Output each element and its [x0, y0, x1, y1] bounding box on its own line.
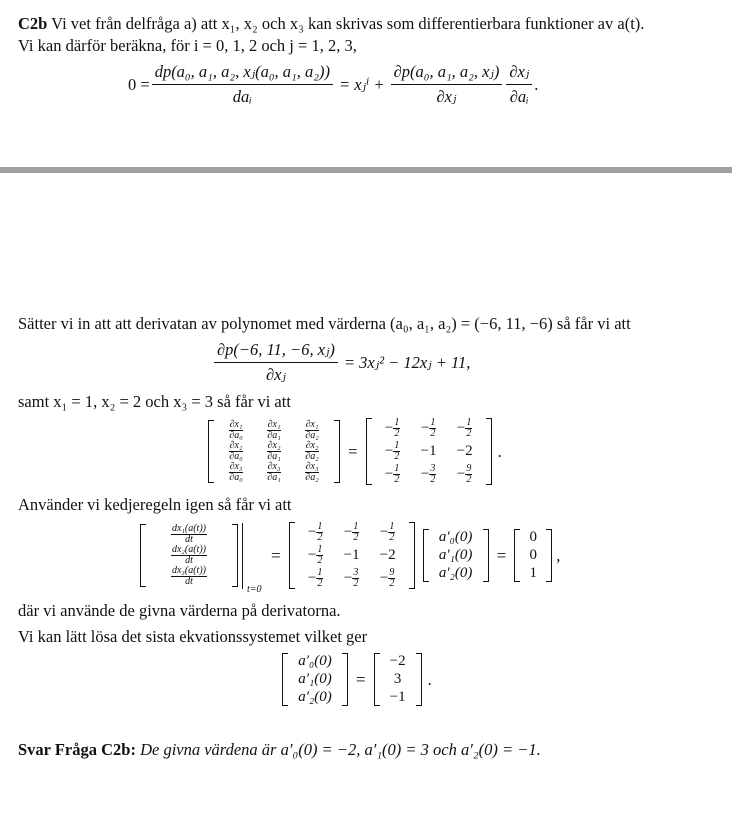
- jacobian-entry-den: ∂a₂: [305, 430, 319, 441]
- solution-entry: 3: [393, 671, 402, 687]
- rhs-entry: 0: [529, 547, 537, 563]
- eq1-frac3-den: ∂aᵢ: [509, 87, 529, 106]
- matrix-value-frac: [465, 418, 472, 439]
- matrix-value: − $\frac{1}{2}$: [307, 567, 323, 589]
- matrix-value-frac-den: 2: [430, 428, 436, 439]
- text-line-1: Sätter vi in att att derivatan av polynomet med värderna (a₀, a₁, a₂) = (−6, 11, −6) så får vi att: [18, 314, 631, 333]
- jacobian-entry: [304, 462, 319, 483]
- jacobian-entry-num: ∂x₁: [305, 419, 319, 430]
- matrix-value-frac-num: 1: [466, 417, 472, 428]
- aprime-entry: a′₁(0): [298, 671, 332, 687]
- matrix-value-frac-num: 1: [430, 417, 436, 428]
- matrix-value-frac: [316, 522, 323, 543]
- matrix-value: − $\frac{1}{2}$: [456, 417, 472, 439]
- eq2-num: ∂p(−6, 11, −6, xⱼ): [214, 340, 338, 363]
- answer-text: De givna värdena är a′₀(0) = −2, a′₁(0) = 3 och a′₂(0) = −1.: [140, 740, 541, 759]
- equation-jacobian: [208, 418, 502, 485]
- rhs-vector: [514, 529, 552, 582]
- matrix-value-frac-num: 1: [394, 417, 400, 428]
- matrix-value: −1: [420, 443, 437, 459]
- equation-1: [128, 62, 538, 107]
- jacobian-entry-num: ∂x₃: [229, 461, 243, 472]
- jacobian-entry-num: ∂x₂: [267, 440, 281, 451]
- jacobian-entry-den: ∂a₁: [267, 430, 281, 441]
- eq1-fraction-3: [506, 62, 532, 107]
- matrix-value-frac: [429, 464, 436, 485]
- matrix-value-frac: [316, 568, 323, 589]
- jacobian-entry-num: ∂x₃: [267, 461, 281, 472]
- equation-solution: [282, 653, 432, 706]
- deriv-grid: [149, 524, 229, 587]
- value-matrix-2: [289, 522, 415, 589]
- matrix-value-frac-den: 2: [466, 428, 472, 439]
- eq1-fraction-2: [391, 62, 503, 107]
- matrix-value-frac: [316, 545, 323, 566]
- matrix-value: − $\frac{1}{2}$: [379, 521, 395, 543]
- deriv-entry-num: dx₃(a(t)): [171, 565, 206, 576]
- matrix-value-frac: [465, 464, 472, 485]
- matrix-value: − $\frac{1}{2}$: [384, 463, 400, 485]
- matrix-value-frac-num: 1: [394, 463, 400, 474]
- eq2-den: ∂xⱼ: [266, 365, 286, 384]
- aprime-entry: a′₂(0): [298, 689, 332, 705]
- deriv-entry-den: dt: [185, 555, 193, 566]
- solution-entry: −2: [389, 653, 406, 669]
- deriv-entry: [171, 566, 207, 587]
- eq1-end: .: [534, 74, 539, 94]
- eq2-rhs: = 3xⱼ² − 12xⱼ + 11,: [343, 352, 471, 372]
- jacobian-entry-num: ∂x₁: [267, 419, 281, 430]
- eq1-den: daᵢ: [232, 87, 252, 106]
- deriv-entry: [171, 524, 207, 545]
- answer-line: [18, 740, 541, 760]
- text-line-2: samt x₁ = 1, x₂ = 2 och x₃ = 3 så får vi att: [18, 392, 291, 411]
- eq1-lhs: 0 =: [128, 74, 150, 94]
- eq1-frac3-num: ∂xⱼ: [506, 62, 532, 85]
- eq1-num: dp(a₀, a₁, a₂, xⱼ(a₀, a₁, a₂)): [152, 62, 333, 85]
- jacobian-entry-den: ∂a₁: [267, 451, 281, 462]
- jacobian-entry-num: ∂x₂: [229, 440, 243, 451]
- matrix-value-frac: [393, 418, 400, 439]
- matrix-value-frac-num: 1: [394, 440, 400, 451]
- aprime-entry: a′₀(0): [438, 529, 473, 545]
- deriv-entry: [171, 545, 207, 566]
- matrix-value-frac-num: 1: [317, 521, 323, 532]
- deriv-entry-num: dx₁(a(t)): [171, 523, 206, 534]
- rhs-grid: [523, 529, 543, 582]
- jacobian-entry-den: ∂a₂: [305, 472, 319, 483]
- eval-bar: [242, 523, 262, 595]
- matrix-value-frac-den: 2: [394, 428, 400, 439]
- matrix-value: − $\frac{1}{2}$: [384, 440, 400, 462]
- aprime-entry: a′₁(0): [438, 547, 473, 563]
- solution-vector: [374, 653, 422, 706]
- jacobian-matrix: [208, 420, 340, 483]
- matrix-value: − $\frac{3}{2}$: [343, 567, 359, 589]
- aprime-vector-2: [282, 653, 348, 706]
- matrix-value-frac-num: 1: [389, 521, 395, 532]
- matrix-value-frac-den: 2: [430, 474, 436, 485]
- matrix-value: − $\frac{1}{2}$: [384, 417, 400, 439]
- equals-sign-2: =: [271, 545, 281, 565]
- matrix-value-frac: [388, 522, 395, 543]
- matrix-value-frac: [352, 522, 359, 543]
- matrix-value-frac-den: 2: [394, 474, 400, 485]
- matrix-value: − $\frac{1}{2}$: [307, 521, 323, 543]
- matrix-value-frac-num: 3: [430, 463, 436, 474]
- matrix-value: − $\frac{9}{2}$: [456, 463, 472, 485]
- matrix-value-frac: [352, 568, 359, 589]
- equation-2: [212, 340, 470, 385]
- matrix-value: − $\frac{3}{2}$: [420, 463, 436, 485]
- eq1-frac2-den: ∂xⱼ: [436, 87, 457, 106]
- aprime-entry: a′₂(0): [438, 565, 473, 581]
- jacobian-entry-num: ∂x₁: [229, 419, 243, 430]
- jacobian-entry-den: ∂a₂: [305, 451, 319, 462]
- jacobian-entry-den: ∂a₁: [267, 472, 281, 483]
- text-line-5: Vi kan lätt lösa det sista ekvationssystemet vilket ger: [18, 627, 368, 646]
- eq1-mid: = xⱼⁱ +: [339, 74, 385, 94]
- jacobian-entry-num: ∂x₂: [305, 440, 319, 451]
- deriv-entry-num: dx₂(a(t)): [171, 544, 206, 555]
- matrix-value-frac-den: 2: [317, 532, 323, 543]
- matrix-value-frac-den: 2: [394, 451, 400, 462]
- matrix-value: −2: [379, 547, 396, 563]
- matrix-value-frac: [429, 418, 436, 439]
- jacobian-entry: [304, 441, 319, 462]
- matrix-value: −1: [343, 547, 360, 563]
- page-divider: [0, 167, 732, 173]
- matrix-value-frac: [393, 441, 400, 462]
- jacobian-entry-den: ∂a₀: [229, 451, 243, 462]
- solution-entry: −1: [389, 689, 406, 705]
- text-line-3: Använder vi kedjeregeln igen så får vi att: [18, 495, 292, 514]
- answer-label: Svar Fråga C2b:: [18, 740, 136, 759]
- matrix-value-frac-num: 3: [353, 567, 359, 578]
- jacobian-entry-den: ∂a₀: [229, 430, 243, 441]
- matrix-value-frac-den: 2: [353, 578, 359, 589]
- jacobian-entry-num: ∂x₃: [305, 461, 319, 472]
- value-grid: [375, 418, 483, 485]
- deriv-entry-den: dt: [185, 534, 193, 545]
- period-2: .: [427, 669, 432, 689]
- deriv-entry-den: dt: [185, 576, 193, 587]
- matrix-value: − $\frac{9}{2}$: [379, 567, 395, 589]
- equals-sign-4: =: [356, 669, 366, 689]
- eval-subscript: t=0: [247, 583, 262, 595]
- aprime-vector: [423, 529, 489, 582]
- aprime-entry: a′₀(0): [298, 653, 332, 669]
- solution-grid: [383, 653, 413, 706]
- equation-chain: [140, 521, 561, 595]
- aprime-grid-2: [291, 653, 339, 706]
- jacobian-entry: [304, 420, 319, 441]
- matrix-value-frac-num: 9: [389, 567, 395, 578]
- jacobian-grid: [217, 420, 331, 483]
- equals-sign: =: [348, 441, 358, 461]
- jacobian-entry: [266, 420, 281, 441]
- jacobian-entry-den: ∂a₀: [229, 472, 243, 483]
- matrix-value-frac: [393, 464, 400, 485]
- matrix-value-frac-num: 1: [353, 521, 359, 532]
- intro-line-2: Vi kan därför beräkna, för i = 0, 1, 2 och j = 1, 2, 3,: [18, 36, 357, 55]
- matrix-value-frac-den: 2: [317, 555, 323, 566]
- value-grid-2: [298, 522, 406, 589]
- rhs-entry: 1: [529, 565, 537, 581]
- jacobian-entry: [228, 420, 243, 441]
- rhs-entry: 0: [529, 529, 537, 545]
- section-label: C2b: [18, 14, 48, 33]
- jacobian-entry: [266, 441, 281, 462]
- eq1-frac2-num: ∂p(a₀, a₁, a₂, xⱼ): [391, 62, 503, 85]
- eq2-fraction: [214, 340, 338, 385]
- matrix-value-frac-den: 2: [353, 532, 359, 543]
- matrix-value-frac-den: 2: [389, 578, 395, 589]
- matrix-value-frac-den: 2: [389, 532, 395, 543]
- intro-line-1: [18, 14, 644, 34]
- matrix-value-frac: [388, 568, 395, 589]
- matrix-value: − $\frac{1}{2}$: [420, 417, 436, 439]
- matrix-value: − $\frac{1}{2}$: [343, 521, 359, 543]
- matrix-value-frac-num: 1: [317, 544, 323, 555]
- jacobian-entry: [228, 462, 243, 483]
- aprime-grid: [432, 529, 480, 582]
- matrix-value-frac-den: 2: [466, 474, 472, 485]
- text-line-4: där vi använde de givna värderna på derivatorna.: [18, 601, 341, 620]
- matrix-value-frac-den: 2: [317, 578, 323, 589]
- comma: ,: [556, 545, 561, 565]
- jacobian-entry: [266, 462, 281, 483]
- period: .: [497, 441, 502, 461]
- eq1-fraction: [152, 62, 333, 107]
- deriv-vector: [140, 524, 238, 587]
- matrix-value-frac-num: 1: [317, 567, 323, 578]
- matrix-value-frac-num: 9: [466, 463, 472, 474]
- matrix-value: − $\frac{1}{2}$: [307, 544, 323, 566]
- value-matrix: [366, 418, 492, 485]
- intro-text: Vi vet från delfråga a) att x₁, x₂ och x₃ kan skrivas som differentierbara funktioner av a(t).: [51, 14, 645, 33]
- equals-sign-3: =: [496, 545, 507, 565]
- jacobian-entry: [228, 441, 243, 462]
- matrix-value: −2: [456, 443, 473, 459]
